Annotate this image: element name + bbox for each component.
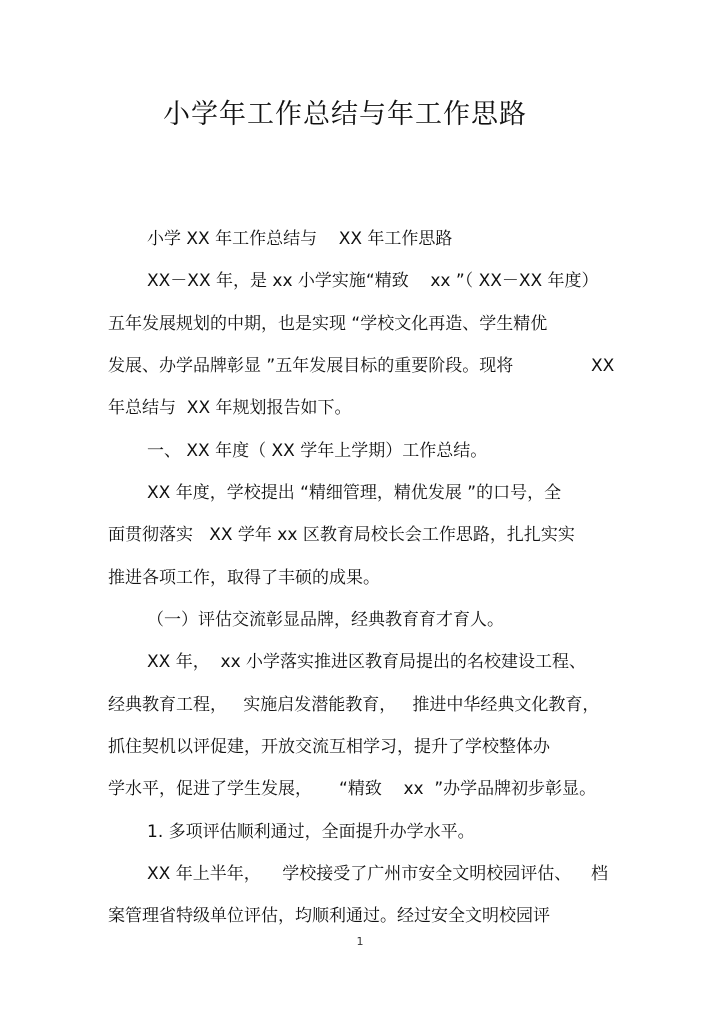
text-line: 发展、办学品牌彰显 ”五年发展目标的重要阶段。现将	[108, 356, 514, 376]
text-line: XX 年， xx 小学落实推进区教育局提出的名校建设工程、	[147, 652, 587, 672]
text-line: XX 年度，学校提出 “精细管理，精优发展 ”的口号，全	[147, 483, 562, 503]
subsection-heading: （一）评估交流彰显品牌，经典教育育才育人。	[147, 610, 504, 630]
text-line: XX－XX 年，是 xx 小学实施“精致 xx ”（ XX－XX 年度）	[147, 271, 599, 291]
text-line: 学水平，促进了学生发展， “精致 xx ”办学品牌初步彰显。	[108, 779, 597, 799]
text-line: 五年发展规划的中期，也是实现 “学校文化再造、学生精优	[108, 314, 548, 334]
document-title: 小学年工作总结与年工作思路	[163, 99, 527, 130]
text-line: 推进各项工作，取得了丰硕的成果。	[108, 568, 380, 588]
text-line: 面贯彻落实 XX 学年 xx 区教育局校长会工作思路，扎扎实实	[108, 525, 575, 545]
page-number: 1	[356, 935, 364, 948]
text-line: XX 年上半年， 学校接受了广州市安全文明校园评估、	[147, 864, 572, 884]
text-line: 档	[591, 864, 608, 884]
text-line: XX	[591, 356, 615, 376]
text-line: 小学 XX 年工作总结与 XX 年工作思路	[147, 229, 453, 249]
text-line: 经典教育工程， 实施启发潜能教育， 推进中华经典文化教育，	[108, 695, 600, 715]
numbered-heading: 1. 多项评估顺利通过，全面提升办学水平。	[147, 822, 475, 842]
section-heading: 一、 XX 年度（ XX 学年上学期）工作总结。	[147, 441, 488, 461]
text-line: 抓住契机以评促建，开放交流互相学习，提升了学校整体办	[108, 737, 550, 757]
text-line: 年总结与 XX 年规划报告如下。	[108, 398, 352, 418]
text-line: 案管理省特级单位评估，均顺利通过。经过安全文明校园评	[108, 906, 550, 926]
